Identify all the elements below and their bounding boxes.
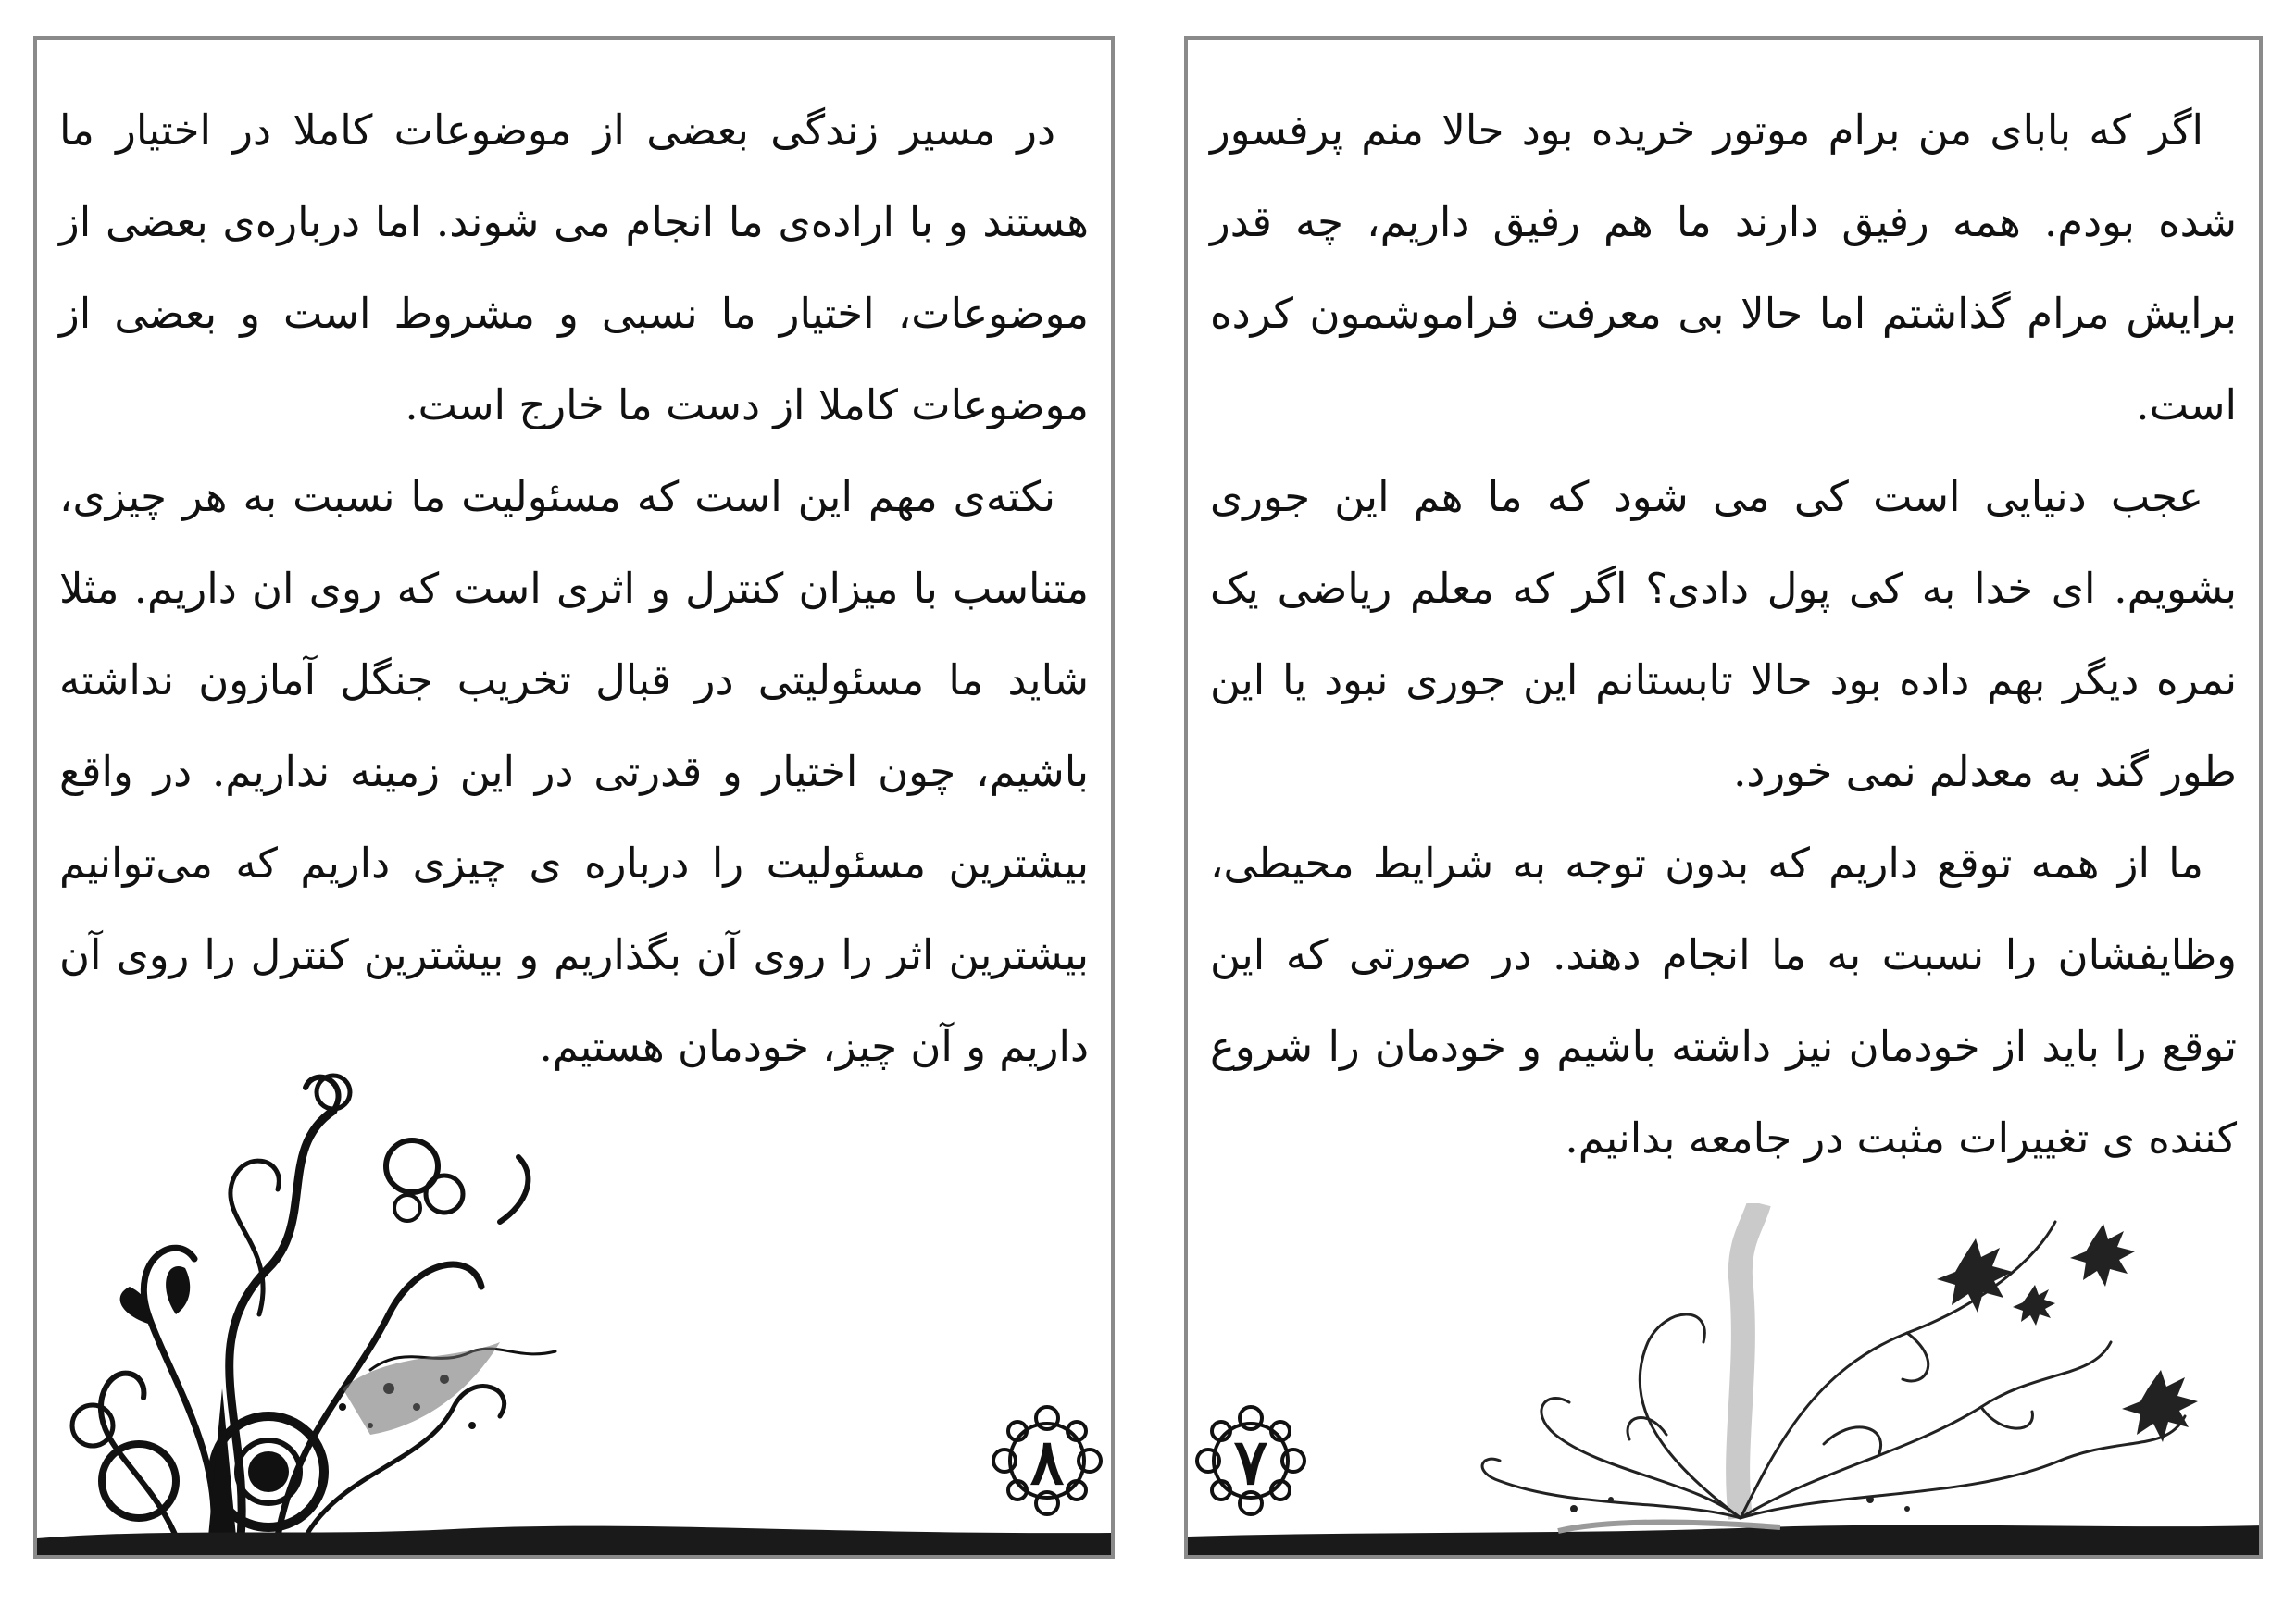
maple-leaf-vine-ornament: [1389, 1203, 2240, 1537]
left-page-text: [59, 84, 1089, 1092]
ground-strip: [37, 1500, 1111, 1555]
ground-strip: [1188, 1500, 2262, 1555]
page-right: [1184, 36, 2263, 1559]
paragraph: عجب دنیایی است کی می شود که ما هم این جوری بشویم. ای خدا به کی پول دادی؟ اگر که معلم ریاضی یک نمره دیگر بهم داده بود حالا تابستانم این جوری نبود یا این طور گند به معدلم نمی خورد.: [1210, 472, 2237, 796]
swirl-tree-ornament: [37, 1037, 704, 1555]
paragraph: اگر که بابای من برام موتور خریده بود حالا منم پرفسور شده بودم. همه رفیق دارند ما هم رفیق داریم، چه قدر برایش مرام گذاشتم اما حالا بی معرفت فراموشمون کرده است.: [1210, 106, 2237, 429]
page-number-badge: [1192, 1401, 1310, 1520]
page-left: [33, 36, 1115, 1559]
paragraph: نکته‌ی مهم این است که مسئولیت ما نسبت به هر چیزی، متناسب با میزان کنترل و اثری است که روی ان داریم. مثلا شاید ما مسئولیتی در قبال تخریب جنگل آمازون نداشته باشیم، چون اختیار و قدرتی در این زمینه نداریم. در واقع بیشترین مسئولیت را درباره ی چیزی داریم که می‌توانیم بیشترین اثر را روی آن بگذاریم و بیشترین کنترل را روی آن داریم و آن چیز، خودمان هستیم.: [59, 472, 1089, 1071]
page-number: ۸: [1029, 1425, 1065, 1500]
page-number: ۷: [1233, 1425, 1268, 1500]
paragraph: ما از همه توقع داریم که بدون توجه به شرایط محیطی، وظایفشان را نسبت به ما انجام دهند. در صورتی که این توقع را باید از خودمان نیز داشته باشیم و خودمان را شروع کننده ی تغییرات مثبت در جامعه بدانیم.: [1210, 839, 2237, 1163]
right-page-text: [1210, 84, 2237, 1184]
paragraph: در مسیر زندگی بعضی از موضوعات کاملا در اختیار ما هستند و با اراده‌ی ما انجام می شوند. اما درباره‌ی بعضی از موضوعات، اختیار ما نسبی و مشروط است و بعضی از موضوعات کاملا از دست ما خارج است.: [59, 106, 1089, 429]
page-number-badge: [988, 1401, 1106, 1520]
